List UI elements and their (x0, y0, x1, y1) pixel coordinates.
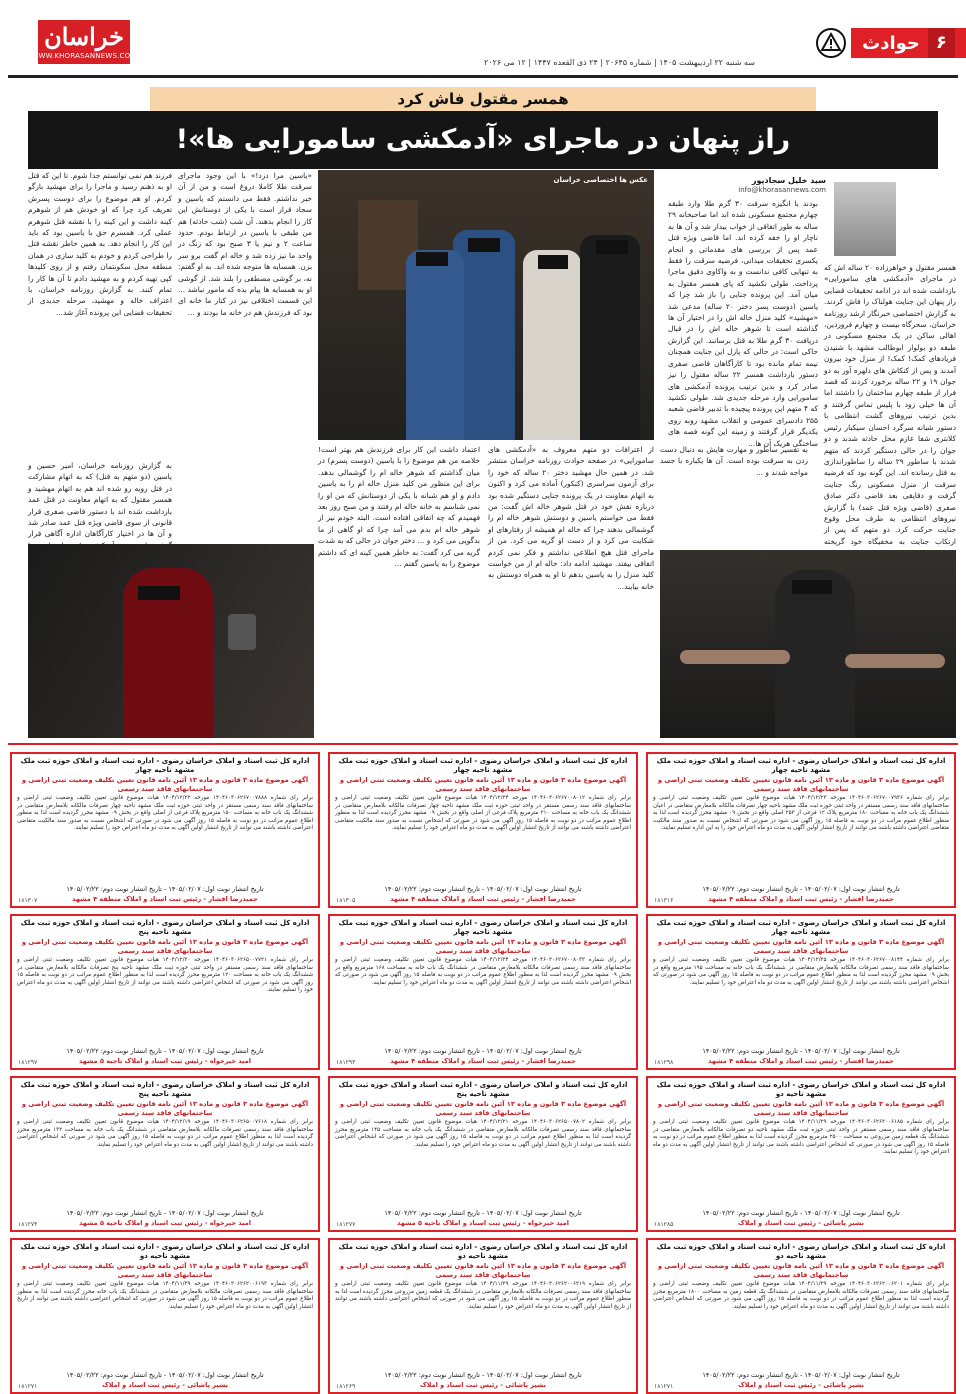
notice-body: برابر رای شماره ۱۴۰۴۶۰۳۰۶۲۶۲۰۰۶۱۹۳ مورخه ۱۴۰۴/۱۱/۲۹ هیات موضوع قانون تعیین تکلیف وضعیت ثبتی اراضی و ساختمانهای فاقد سند رسمی تصرفات مالکانه بلامعارض متقاضی در ششدانگ یک باب خانه محرز گردیده است لذا به منظور اطلاع عموم مراتب در دو نوبت به فاصله ۱۵ روز آگهی می شود در صورتی که اشخاص اعتراضی داشته باشند می توانند از تاریخ انتشار اولین آگهی به مدت دو ماه اعتراض خود را تسلیم نمایند. (17, 1281, 313, 1310)
notice-date: تاریخ انتشار نوبت اول: ۱۴۰۵/۰۲/۰۷ - تاریخ انتشار نوبت دوم: ۱۴۰۵/۰۲/۲۲ (702, 1371, 900, 1379)
notice-date: تاریخ انتشار نوبت اول: ۱۴۰۵/۰۲/۰۷ - تاریخ انتشار نوبت دوم: ۱۴۰۵/۰۲/۲۲ (384, 1047, 582, 1055)
notice-body: برابر رای شماره ۱۴۰۴۶۰۳۰۶۲۶۵۰۰۷۸۰۲ مورخه ۱۴۰۴/۱۲/۲۱ هیات موضوع قانون تعیین تکلیف وضعیت ثبتی اراضی و ساختمانهای فاقد سند رسمی تصرفات مالکانه بلامعارض متقاضی در ششدانگ یک باب خانه به مساحت ۱۴۵ مترمربع محرز گردیده است لذا به منظور اطلاع عموم مراتب در دو نوبت به فاصله ۱۵ روز آگهی می شود در صورتی که اشخاص اعتراضی داشته باشند می توانند از تاریخ انتشار اولین آگهی به مدت دو ماه اعتراض خود را تسلیم نمایند. (335, 1119, 631, 1148)
notice-date: تاریخ انتشار نوبت اول: ۱۴۰۵/۰۲/۰۷ - تاریخ انتشار نوبت دوم: ۱۴۰۵/۰۲/۲۲ (384, 885, 582, 893)
notice-body: برابر رای شماره ۱۴۰۴۶۰۳۰۶۲۶۷۰۰۸۰۳۳ مورخه ۱۴۰۴/۱۲/۲۴ هیات موضوع قانون تعیین تکلیف وضعیت ثبتی اراضی و ساختمانهای فاقد سند رسمی تصرفات مالکانه بلامعارض متقاضی در ششدانگ یک باب خانه به مساحت ۱۶۸ مترمربع واقع در بخش ۰۹ مشهد محرز گردیده است لذا به منظور اطلاع عموم مراتب در دو نوبت به فاصله ۱۵ روز آگهی می شود در صورتی که اشخاص اعتراضی داشته باشند می توانند از تاریخ انتشار اولین آگهی به مدت دو ماه اعتراض خود را تسلیم نمایند. (335, 957, 631, 986)
notice-header: اداره کل ثبت اسناد و املاک خراسان رضوی - اداره ثبت اسناد و املاک حوزه ثبت ملک مشهد ناحیه دو (20, 1243, 310, 1260)
notice-id: ۱۸۱۲۹۳ (336, 1059, 356, 1066)
notice-date: تاریخ انتشار نوبت اول: ۱۴۰۵/۰۲/۰۷ - تاریخ انتشار نوبت دوم: ۱۴۰۵/۰۲/۲۲ (702, 1209, 900, 1217)
notice-title: آگهی موضوع ماده ۳ قانون و ماده ۱۳ آئین نامه قانون تعیین تکلیف وضعیت ثبتی اراضی و ساختمانهای فاقد سند رسمی (339, 776, 627, 793)
article-column-2: بودند با انگیزه سرقت ۳۰ گرم طلا وارد طبقه چهارم مجتمع مسکونی شده اند اما صاحبخانه ۲۹ ساله به طور اتفاقی از خواب بیدار شد و آن ها به ناچار او را خفه کرده اند. اما قاضی ویژه قتل عمد پس از بررسی های مقدماتی و انجام یکسری تحقیقات میدانی، فرضیه سرقت را فقط به تنهایی کافی ندانست و به واکاوی دقیق ماجرا پرداخت. طولی نکشید که پای همسر مقتول به میان آمد. این پرونده جنایی را باز شد چرا که یاسین (دوست پسر دختر ۲۰ ساله) مدعی شد «مهشید» کلید منزل خاله اش را در اختیار آن ها گذاشته است تا شوهر خاله اش را در قبال دریافت ۳۰ گرم طلا به قتل برسانند. این گزارش حاکی است: در حالی که پازل این جنایت همچنان نیمه تمام مانده بود تا کارآگاهان قاضی صفری دستور بازداشت همسر ۲۲ ساله مقتول را نیز صادر کرد و بدین ترتیب پرونده آدمکشی های سامورایی وارد مرحله جدیدی شد. طولی نکشید که ۴ متهم این پرونده پیچیده با تدبیر قاضی شعبه ۲۵۵ دادسرای عمومی و انقلاب مشهد روبه روی یکدیگر قرار گرفتند و زمینه این گونه فصه های ساختگی هریک آن ها... (668, 199, 818, 448)
notice-id: ۱۸۱۳۱۶ (654, 897, 674, 904)
notice-body: برابر رای شماره ۱۴۰۴۶۰۳۰۶۲۶۷۰۰۸۱۴۴ مورخه ۱۴۰۴/۱۲/۲۵ هیات موضوع قانون تعیین تکلیف وضعیت ثبتی اراضی و ساختمانهای فاقد سند رسمی تصرفات مالکانه بلامعارض متقاضی در ششدانگ یک باب خانه به مساحت ۱۹۵ مترمربع واقع در بخش ۰۹ مشهد محرز گردیده است لذا به منظور اطلاع عموم مراتب در دو نوبت به فاصله ۱۵ روز آگهی می شود در صورتی که اشخاص اعتراضی داشته باشند می توانند از تاریخ انتشار اولین آگهی به مدت دو ماه اعتراض خود را تسلیم نمایند. (653, 957, 949, 986)
notice-title: آگهی موضوع ماده ۳ قانون و ماده ۱۳ آئین نامه قانون تعیین تکلیف وضعیت ثبتی اراضی و ساختمانهای فاقد سند رسمی (21, 1262, 309, 1279)
legal-notice (328, 914, 638, 1070)
notice-body: برابر رای شماره ۱۴۰۴۶۰۳۰۶۲۶۲۰۰۶۱۸۵ مورخه ۱۴۰۴/۱۱/۲۹ هیات موضوع قانون تعیین تکلیف وضعیت ثبتی اراضی و ساختمانهای فاقد سند رسمی مستقر در واحد ثبتی حوزه ثبت ملک مشهد ناحیه دو تصرفات مالکانه بلامعارض متقاضی در ششدانگ یک قطعه زمین مزروعی به مساحت ۲۵۰۰ مترمربع محرز گردیده است لذا به منظور اطلاع عموم مراتب در دو نوبت به فاصله ۱۵ روز آگهی می شود در صورتی که اشخاص اعتراضی داشته باشند می توانند از تاریخ انتشار اولین آگهی به مدت دو ماه اعتراض خود را تسلیم نمایند. (653, 1119, 950, 1156)
notice-id: ۱۸۱۲۷۱ (18, 1383, 38, 1390)
notice-signature: حمیدرضا افشار - رئیس ثبت اسناد و املاک منطقه ۴ مشهد (708, 895, 894, 903)
section-title: حوادث (862, 32, 920, 54)
legal-notice (328, 1076, 638, 1232)
notice-body: برابر رای شماره ۱۴۰۴۶۰۳۰۶۲۶۲۰۰۶۲۰۱ مورخه ۱۴۰۴/۱۱/۲۹ هیات موضوع قانون تعیین تکلیف وضعیت ثبتی اراضی و ساختمانهای فاقد سند رسمی تصرفات مالکانه بلامعارض متقاضی در ششدانگ یک قطعه زمین به مساحت ۱۸۰۰ مترمربع محرز گردیده است لذا به منظور اطلاع عموم مراتب در دو نوبت به فاصله ۱۵ روز آگهی می شود در صورتی که اشخاص اعتراضی داشته باشند می توانند از تاریخ انتشار اولین آگهی به مدت دو ماه اعتراض خود را تسلیم نمایند. (653, 1281, 949, 1310)
author-email: info@khorasannews.com (738, 186, 826, 194)
notice-id: ۱۸۱۲۸۵ (654, 1221, 674, 1228)
notice-signature: امید خیرخواه - رئیس ثبت اسناد و املاک ناحیه ۵ مشهد (79, 1057, 251, 1065)
article-column-4: اعتماد داشت این کار برای فرزندش هم بهتر است! خلاصه من هم موضوع را با یاسین (دوست پسرم) در میان گذاشتم که شوهر خاله ام را گوشمالی بدهد. برای این منظور من کلید منزل خاله ام را به یاسین دادم و او هم شبانه با یکی از دوستانش که من او را نمی شناسم به خانه خاله ام رفتند و من صبح روز بعد فهمیدم که چه اتفاقی افتاده است. البته خودم نیز از شوهر خاله ام بدم می آمد چرا که او گاهی از ما بدگویی می کرد و ... دختر جوان در حالی که به شدت گریه می کرد گفت: به خاطر همین کینه ای که داشتم موضوع را به یاسین گفتم ... (318, 445, 480, 569)
notice-title: آگهی موضوع ماده ۳ قانون و ماده ۱۳ آئین نامه قانون تعیین تکلیف وضعیت ثبتی اراضی و ساختمانهای فاقد سند رسمی (657, 1100, 945, 1117)
face-blur (596, 240, 628, 254)
author-name: سید خلیل سجادپور (751, 176, 826, 185)
notice-id: ۱۸۱۳۰۷ (18, 897, 38, 904)
face-blur (138, 586, 180, 600)
notice-signature: بشیر پاشائی - رئیس ثبت اسناد و املاک (420, 1381, 546, 1389)
notice-header: اداره کل ثبت اسناد و املاک خراسان رضوی - اداره ثبت اسناد و املاک حوزه ثبت ملک مشهد ناحیه چهار (20, 757, 310, 774)
suspect-arm (680, 650, 790, 664)
notice-title: آگهی موضوع ماده ۳ قانون و ماده ۱۳ آئین نامه قانون تعیین تکلیف وضعیت ثبتی اراضی و ساختمانهای فاقد سند رسمی (339, 1262, 627, 1279)
notice-title: آگهی موضوع ماده ۳ قانون و ماده ۱۳ آئین نامه قانون تعیین تکلیف وضعیت ثبتی اراضی و ساختمانهای فاقد سند رسمی (21, 938, 309, 955)
warning-triangle-icon (816, 28, 846, 58)
legal-notice (646, 914, 956, 1070)
notice-title: آگهی موضوع ماده ۳ قانون و ماده ۱۳ آئین نامه قانون تعیین تکلیف وضعیت ثبتی اراضی و ساختمانهای فاقد سند رسمی (21, 1100, 309, 1117)
notice-signature: بشیر پاشائی - رئیس ثبت اسناد و املاک (738, 1381, 864, 1389)
face-blur (538, 255, 568, 269)
article-column-1: همسر مقتول و خواهرزاده ۲۰ ساله اش که در ماجرای «آدمکشی های سامورایی» بازداشت شده اند در ادامه تحقیقات قضایی راز پنهان این جنایت هولناک را فاش کردند. به گزارش اختصاصی خبرنگار ارشد روزنامه خراسان، سحرگاه بیست و چهارم فروردین، اهالی ساکن در یک مجتمع مسکونی در طبقه دو بولوار ابوطالب مشهد با شنیدن فریادهای کمک! کمک! از منزل خود بیرون آمدند و پس از کنکاش های دلهره آور به دو جوان ۱۹ و ۲۲ ساله برخورد کردند که قصد فرار از طبقه چهارم ساختمان را داشتند اما آن ها خیلی زود با پلیس تماس گرفتند و بدین ترتیب نیروهای گشت انتظامی با دستور شبانه سرگرد احسان سیکبار رئیس کلانتری شفا عازم محل حادثه شدند و دو جوان را در حالی دستگیر کردند که متهم شدند با ساطور ۲۹ ساله را ساطوراندازی به قتل رسانده اند. این گونه بود که فرضیه سرقت از منزل مسکونی رنگ جنایت گرفت و دقایقی بعد قاضی دکتر صادق صفری (قاضی ویژه قتل عمد) با گزارش نیروهای انتظامی به طرف محل وقوع جنایت حرکت کرد. دو متهم که پس از ارتکاب جنایت به مخفیگاه خود گریخته (824, 263, 957, 546)
page-header (0, 0, 966, 80)
article-column-7: به گزارش روزنامه خراسان، امیر حسین و یاسین (دو متهم به قتل) که به اتهام مشارکت در قتل روبه رو شده اند هم به اتهام مهشید و همسر مقتول که به اتهام معاونت در قتل عمد بازداشت شده اند با دستور قاضی صفری قرار قانونی از سوی قاضی ویژه قتل عمد صادر شد و آن ها در اختیار کارآگاهان اداره آگاهی قرار (28, 461, 172, 539)
suspect-reenactment-photo-2 (660, 550, 956, 738)
article-column-6: فرزند هم نمی توانستم جدا شوم. تا این که قتل او به ذهنم رسید و ماجرا را برای مهشید بازگو کردم. او هم موضوع را برای دوست پسرش تعریف کرد چرا که او خودش هم از شوهرم کینه داشت و این کینه را با نقشه قتل شوهرم عملی کرد. همسرم حق با یاسین بود که باید این کار را انجام دهد. به همین خاطر نقشه قتل را طراحی کردم و خودم به کلید سازی در همان منطقه محل سکونتمان رفتم و از روی کلیدها کپی تهیه کردم و به مهشید دادم تا آن ها کار را تمام کنند. به گزارش روزنامه خراسان، با اعتراف خاله و مهشید، مرحله جدیدی از تحقیقات قضایی این پرونده آغاز شد... (28, 171, 172, 317)
legal-notices-grid (10, 752, 956, 1390)
notice-signature: امید خیرخواه - رئیس ثبت اسناد و املاک ناحیه ۵ مشهد (79, 1219, 251, 1227)
notice-date: تاریخ انتشار نوبت اول: ۱۴۰۵/۰۲/۰۷ - تاریخ انتشار نوبت دوم: ۱۴۰۵/۰۲/۲۲ (384, 1371, 582, 1379)
notice-date: تاریخ انتشار نوبت اول: ۱۴۰۵/۰۲/۰۷ - تاریخ انتشار نوبت دوم: ۱۴۰۵/۰۲/۲۲ (66, 1371, 264, 1379)
legal-notice (646, 1238, 956, 1394)
prop-object (228, 614, 256, 650)
notice-header: اداره کل ثبت اسناد و املاک خراسان رضوی - اداره ثبت اسناد و املاک حوزه ثبت ملک مشهد ناحیه پنج (20, 919, 310, 936)
notice-body: برابر رای شماره ۱۴۰۴۶۰۳۰۶۲۶۲۰۰۶۲۱۹ مورخه ۱۴۰۴/۱۱/۲۹ هیات موضوع قانون تعیین تکلیف وضعیت ثبتی اراضی و ساختمانهای فاقد سند رسمی تصرفات مالکانه بلامعارض متقاضی در ششدانگ یک قطعه زمین مزروعی محرز گردیده است لذا به منظور اطلاع عموم مراتب در دو نوبت به فاصله ۱۵ روز آگهی می شود در صورتی که اشخاص اعتراضی داشته باشند می توانند از تاریخ انتشار اولین آگهی به مدت دو ماه اعتراض خود را تسلیم نمایند. (335, 1281, 631, 1310)
legal-notice (646, 752, 956, 908)
notice-title: آگهی موضوع ماده ۳ قانون و ماده ۱۳ آئین نامه قانون تعیین تکلیف وضعیت ثبتی اراضی و ساختمانهای فاقد سند رسمی (339, 938, 627, 955)
header-divider (8, 75, 958, 78)
face-blur (416, 252, 448, 266)
suspects-group-photo (318, 170, 654, 440)
notice-title: آگهی موضوع ماده ۳ قانون و ماده ۱۳ آئین نامه قانون تعیین تکلیف وضعیت ثبتی اراضی و ساختمانهای فاقد سند رسمی (657, 1262, 945, 1279)
notice-signature: بشیر پاشائی - رئیس ثبت اسناد و املاک (102, 1381, 228, 1389)
suspect-reenactment-photo (28, 544, 314, 738)
article-column-3: از اعترافات دو متهم معروف به «آدمکشی های سامورایی» در صفحه حوادث روزنامه خراسان منتشر شد. در همین حال مهشید دختر ۲۰ ساله که خود را برای آزمون سراسری (کنکور) آماده می کرد و اکنون به اتهام معاونت در یک پرونده جنایی دستگیر شده بود درباره نقش خود در قتل شوهر خاله اش گفت: من فقط می خواستم یاسین و دوستش شوهر خاله ام را گوشمالی بدهند چرا که خاله ام همیشه از رفتارهای او شکایت می کرد و از دست او گریه می کرد. من از ماجرای قتل هیچ اطلاعی نداشتم و فکر نمی کردم اتفاقی بیفتد. مهشید ادامه داد: خاله ام از من خواست کلید منزل را به یاسین بدهم تا او به همراه دوستش به خانه بیایند... (488, 445, 654, 591)
legal-notice (328, 752, 638, 908)
notice-id: ۱۸۱۲۹۷ (18, 1059, 38, 1066)
page-number: ۶ (928, 28, 955, 58)
notice-signature: حمیدرضا افشار - رئیس ثبت اسناد و املاک منطقه ۴ مشهد (390, 895, 576, 903)
article-kicker: همسر مقتول فاش کرد (150, 87, 816, 111)
logo-url: WWW.KHORASANNEWS.COM (31, 51, 137, 60)
notice-header: اداره کل ثبت اسناد و املاک خراسان رضوی - اداره ثبت اسناد و املاک حوزه ثبت ملک مشهد ناحیه چهار (338, 757, 628, 774)
notice-signature: امید خیرخواه - رئیس ثبت اسناد و املاک ناحیه ۵ مشهد (397, 1219, 569, 1227)
notice-title: آگهی موضوع ماده ۳ قانون و ماده ۱۳ آئین نامه قانون تعیین تکلیف وضعیت ثبتی اراضی و ساختمانهای فاقد سند رسمی (339, 1100, 627, 1117)
notice-date: تاریخ انتشار نوبت اول: ۱۴۰۵/۰۲/۰۷ - تاریخ انتشار نوبت دوم: ۱۴۰۵/۰۲/۲۲ (66, 1209, 264, 1217)
notice-title: آگهی موضوع ماده ۳ قانون و ماده ۱۳ آئین نامه قانون تعیین تکلیف وضعیت ثبتی اراضی و ساختمانهای فاقد سند رسمی (657, 776, 945, 793)
notice-date: تاریخ انتشار نوبت اول: ۱۴۰۵/۰۲/۰۷ - تاریخ انتشار نوبت دوم: ۱۴۰۵/۰۲/۲۲ (702, 1047, 900, 1055)
notice-body: برابر رای شماره ۱۴۰۴۶۰۳۰۶۲۶۵۰۰۷۶۱۸ مورخه ۱۴۰۴/۱۲/۱۹ هیات موضوع قانون تعیین تکلیف وضعیت ثبتی اراضی و ساختمانهای فاقد سند رسمی تصرفات مالکانه بلامعارض متقاضی در ششدانگ یک باب خانه به مساحت ۱۳۲ مترمربع محرز گردیده است لذا به منظور اطلاع عموم مراتب در دو نوبت به فاصله ۱۵ روز آگهی می شود در صورتی که اشخاص اعتراضی داشته باشند می توانند از تاریخ انتشار اولین آگهی به مدت دو ماه اعتراض خود را تسلیم نمایند. (17, 1119, 313, 1148)
notice-header: اداره کل ثبت اسناد و املاک خراسان رضوی - اداره ثبت اسناد و املاک حوزه ثبت ملک مشهد ناحیه چهار (656, 919, 946, 936)
notice-body: برابر رای شماره ۱۴۰۴۶۰۳۰۶۲۶۷۰۰۸۰۱۲ مورخه ۱۴۰۴/۱۲/۲۴ هیات موضوع قانون تعیین تکلیف وضعیت ثبتی اراضی و ساختمانهای فاقد سند رسمی مستقر در واحد ثبتی حوزه ثبت ملک مشهد ناحیه چهار تصرفات مالکانه بلامعارض متقاضی در ششدانگ یک باب خانه به مساحت ۲۱۰ مترمربع پلاک فرعی از اصلی واقع در بخش ۰۹ مشهد محرز گردیده است لذا به منظور اطلاع عموم مراتب در دو نوبت به فاصله ۱۵ روز آگهی می شود در صورتی که اشخاص نسبت به صدور سند مالکیت متقاضی اعتراضی داشته باشند می توانند از تاریخ انتشار اولین آگهی به مدت دو ماه اعتراض خود را تسلیم نمایند. (335, 795, 631, 832)
notice-signature: بشیر پاشائی - رئیس ثبت اسناد و املاک (738, 1219, 864, 1227)
notice-id: ۱۸۱۲۷۱ (654, 1383, 674, 1390)
logo-text: خراسان (44, 21, 124, 51)
notice-body: برابر رای شماره ۱۴۰۴۶۰۳۰۶۲۶۵۰۰۷۷۲۱ مورخه ۱۴۰۴/۱۲/۲۰ هیات موضوع قانون تعیین تکلیف وضعیت ثبتی اراضی و ساختمانهای فاقد سند رسمی مستقر در واحد ثبتی حوزه ثبت ملک مشهد ناحیه پنج تصرفات مالکانه بلامعارض متقاضی در ششدانگ یک باب خانه به مساحت ۱۲۰ مترمربع محرز گردیده است لذا به منظور اطلاع عموم مراتب در دو نوبت به فاصله ۱۵ روز آگهی می شود در صورتی که اشخاص اعتراضی داشته باشند می توانند از تاریخ انتشار اولین آگهی به مدت دو ماه اعتراض خود را تسلیم نمایند. (17, 957, 314, 994)
legal-notice (10, 752, 320, 908)
notice-header: اداره کل ثبت اسناد و املاک خراسان رضوی - اداره ثبت اسناد و املاک حوزه ثبت ملک مشهد ناحیه چهار (338, 919, 628, 936)
suspect-figure (580, 235, 640, 440)
legal-notice (10, 1238, 320, 1394)
suspect-figure (523, 250, 581, 440)
legal-notice (10, 1076, 320, 1232)
notice-id: ۱۸۱۲۷۷ (336, 1221, 356, 1228)
ads-divider (8, 743, 958, 745)
article-headline: راز پنهان در ماجرای «آدمکشی سامورایی ها»! (28, 111, 938, 169)
notice-id: ۱۸۱۲۹۸ (654, 1059, 674, 1066)
notice-header: اداره کل ثبت اسناد و املاک خراسان رضوی - اداره ثبت اسناد و املاک حوزه ثبت ملک مشهد ناحیه چهار (656, 757, 946, 774)
newspaper-logo[interactable] (31, 20, 137, 64)
notice-date: تاریخ انتشار نوبت اول: ۱۴۰۵/۰۲/۰۷ - تاریخ انتشار نوبت دوم: ۱۴۰۵/۰۲/۲۲ (702, 885, 900, 893)
notice-id: ۱۸۱۲۷۴ (18, 1221, 38, 1228)
suspect-figure (406, 250, 464, 440)
notice-title: آگهی موضوع ماده ۳ قانون و ماده ۱۳ آئین نامه قانون تعیین تکلیف وضعیت ثبتی اراضی و ساختمانهای فاقد سند رسمی (21, 776, 309, 793)
article-column-8: به تفسیر ساطور و مهارت هایش به دنبال دست زدن به سرقت بوده است. آن ها یکباره با جسد مواجه شدند و ... (660, 445, 808, 477)
legal-notice (646, 1076, 956, 1232)
notice-id: ۱۸۱۳۰۵ (336, 897, 356, 904)
photo-caption: عکس ها اختصاصی خراسان (553, 176, 648, 184)
notice-title: آگهی موضوع ماده ۳ قانون و ماده ۱۳ آئین نامه قانون تعیین تکلیف وضعیت ثبتی اراضی و ساختمانهای فاقد سند رسمی (657, 938, 945, 955)
notice-id: ۱۸۱۲۶۹ (336, 1383, 356, 1390)
section-badge (851, 28, 966, 58)
notice-date: تاریخ انتشار نوبت اول: ۱۴۰۵/۰۲/۰۷ - تاریخ انتشار نوبت دوم: ۱۴۰۵/۰۲/۲۲ (66, 885, 264, 893)
dateline: سه شنبه ۲۲ اردیبهشت ۱۴۰۵ | شماره ۲۰۶۴۵ | ۲۴ ذی القعده ۱۴۴۷ | ۱۲ می ۲۰۲۶ (484, 58, 755, 67)
notice-header: اداره کل ثبت اسناد و املاک خراسان رضوی - اداره ثبت اسناد و املاک حوزه ثبت ملک مشهد ناحیه دو (338, 1243, 628, 1260)
notice-signature: حمیدرضا افشار - رئیس ثبت اسناد و املاک منطقه ۴ مشهد (72, 895, 258, 903)
face-blur (792, 580, 832, 594)
notice-date: تاریخ انتشار نوبت اول: ۱۴۰۵/۰۲/۰۷ - تاریخ انتشار نوبت دوم: ۱۴۰۵/۰۲/۲۲ (384, 1209, 582, 1217)
legal-notice (10, 914, 320, 1070)
notice-signature: حمیدرضا افشار - رئیس ثبت اسناد و املاک منطقه ۴ مشهد (390, 1057, 576, 1065)
notice-header: اداره کل ثبت اسناد و املاک خراسان رضوی - اداره ثبت اسناد و املاک حوزه ثبت ملک مشهد ناحیه پنج (338, 1081, 628, 1098)
notice-body: برابر رای شماره ۱۴۰۴۶۰۳۰۶۲۶۷۰۰۷۹۳۶ مورخه ۱۴۰۴/۱۲/۲۳ هیات موضوع قانون تعیین تکلیف وضعیت ثبتی اراضی و ساختمانهای فاقد سند رسمی مستقر در واحد ثبتی حوزه ثبت ملک مشهد ناحیه چهار تصرفات مالکانه بلامعارض متقاضی در اعیان ششدانگ یک باب خانه به مساحت ۱۸۰ مترمربع پلاک ۱۲ فرعی از ۲۵۳ اصلی واقع در بخش ۰۹ مشهد محرز گردیده است لذا به منظور اطلاع عموم مراتب در دو نوبت به فاصله ۱۵ روز آگهی می شود در صورتی که اشخاص نسبت به صدور سند مالکیت متقاضی اعتراضی داشته باشند می توانند از تاریخ انتشار اولین آگهی به مدت دو ماه اعتراض خود را به این اداره تسلیم نمایند. (653, 795, 950, 832)
notice-date: تاریخ انتشار نوبت اول: ۱۴۰۵/۰۲/۰۷ - تاریخ انتشار نوبت دوم: ۱۴۰۵/۰۲/۲۲ (66, 1047, 264, 1055)
notice-header: اداره کل ثبت اسناد و املاک خراسان رضوی - اداره ثبت اسناد و املاک حوزه ثبت ملک مشهد ناحیه پنج (20, 1081, 310, 1098)
author-photo (834, 182, 896, 256)
notice-header: اداره کل ثبت اسناد و املاک خراسان رضوی - اداره ثبت اسناد و املاک حوزه ثبت ملک مشهد ناحیه دو (656, 1243, 946, 1260)
suspect-arm (845, 654, 945, 668)
notice-body: برابر رای شماره ۱۴۰۴۶۰۳۰۶۲۶۷۰۰۷۸۸۸ مورخه ۱۴۰۴/۱۲/۲۲ هیات موضوع قانون تعیین تکلیف وضعیت ثبتی اراضی و ساختمانهای فاقد سند رسمی مستقر در واحد ثبتی حوزه ثبت ملک مشهد ناحیه چهار تصرفات مالکانه بلامعارض متقاضی در ششدانگ یک باب خانه به مساحت ۱۵۰ مترمربع پلاک فرعی از اصلی واقع در بخش ۰۹ مشهد محرز گردیده است لذا به منظور اطلاع عموم مراتب در دو نوبت به فاصله ۱۵ روز آگهی می شود در صورتی که اشخاص نسبت به صدور سند مالکیت متقاضی اعتراضی داشته باشند می توانند از تاریخ انتشار اولین آگهی به مدت دو ماه اعتراض خود را تسلیم نمایند. (17, 795, 313, 832)
article-column-5: «یاسین مرا دزد!» با این وجود ماجرای سرقت طلا کاملا دروغ است و من از آن خبر نداشتم. فقط می دانستم که یاسین و سجاد قرار است با یکی از دوستانش این کار را انجام بدهند. آن شب (شب حادثه) هم من طبقی با یاسین در ارتباط بودم. حدود ساعت ۲ و نیم یا ۳ صبح بود که زنگ در واحد ما نیز زده شد و خاله ام گفت برو سر بزن. همسایه ها متوجه شده اند. به او گفتم: نه، بر گوشی مصطفی را بلند شد. از گوشی او به همسایه ها پیام بده که مامور نباشد ... این قسمت اختلافی نیز در کنار ما خانه ای بود که فرزندش هم در خانه ما بودند و ... (178, 171, 312, 317)
notice-header: اداره کل ثبت اسناد و املاک خراسان رضوی - اداره ثبت اسناد و املاک حوزه ثبت ملک مشهد ناحیه دو (656, 1081, 946, 1098)
face-blur (468, 238, 500, 252)
notice-signature: حمیدرضا افشار - رئیس ثبت اسناد و املاک منطقه ۴ مشهد (708, 1057, 894, 1065)
legal-notice (328, 1238, 638, 1394)
